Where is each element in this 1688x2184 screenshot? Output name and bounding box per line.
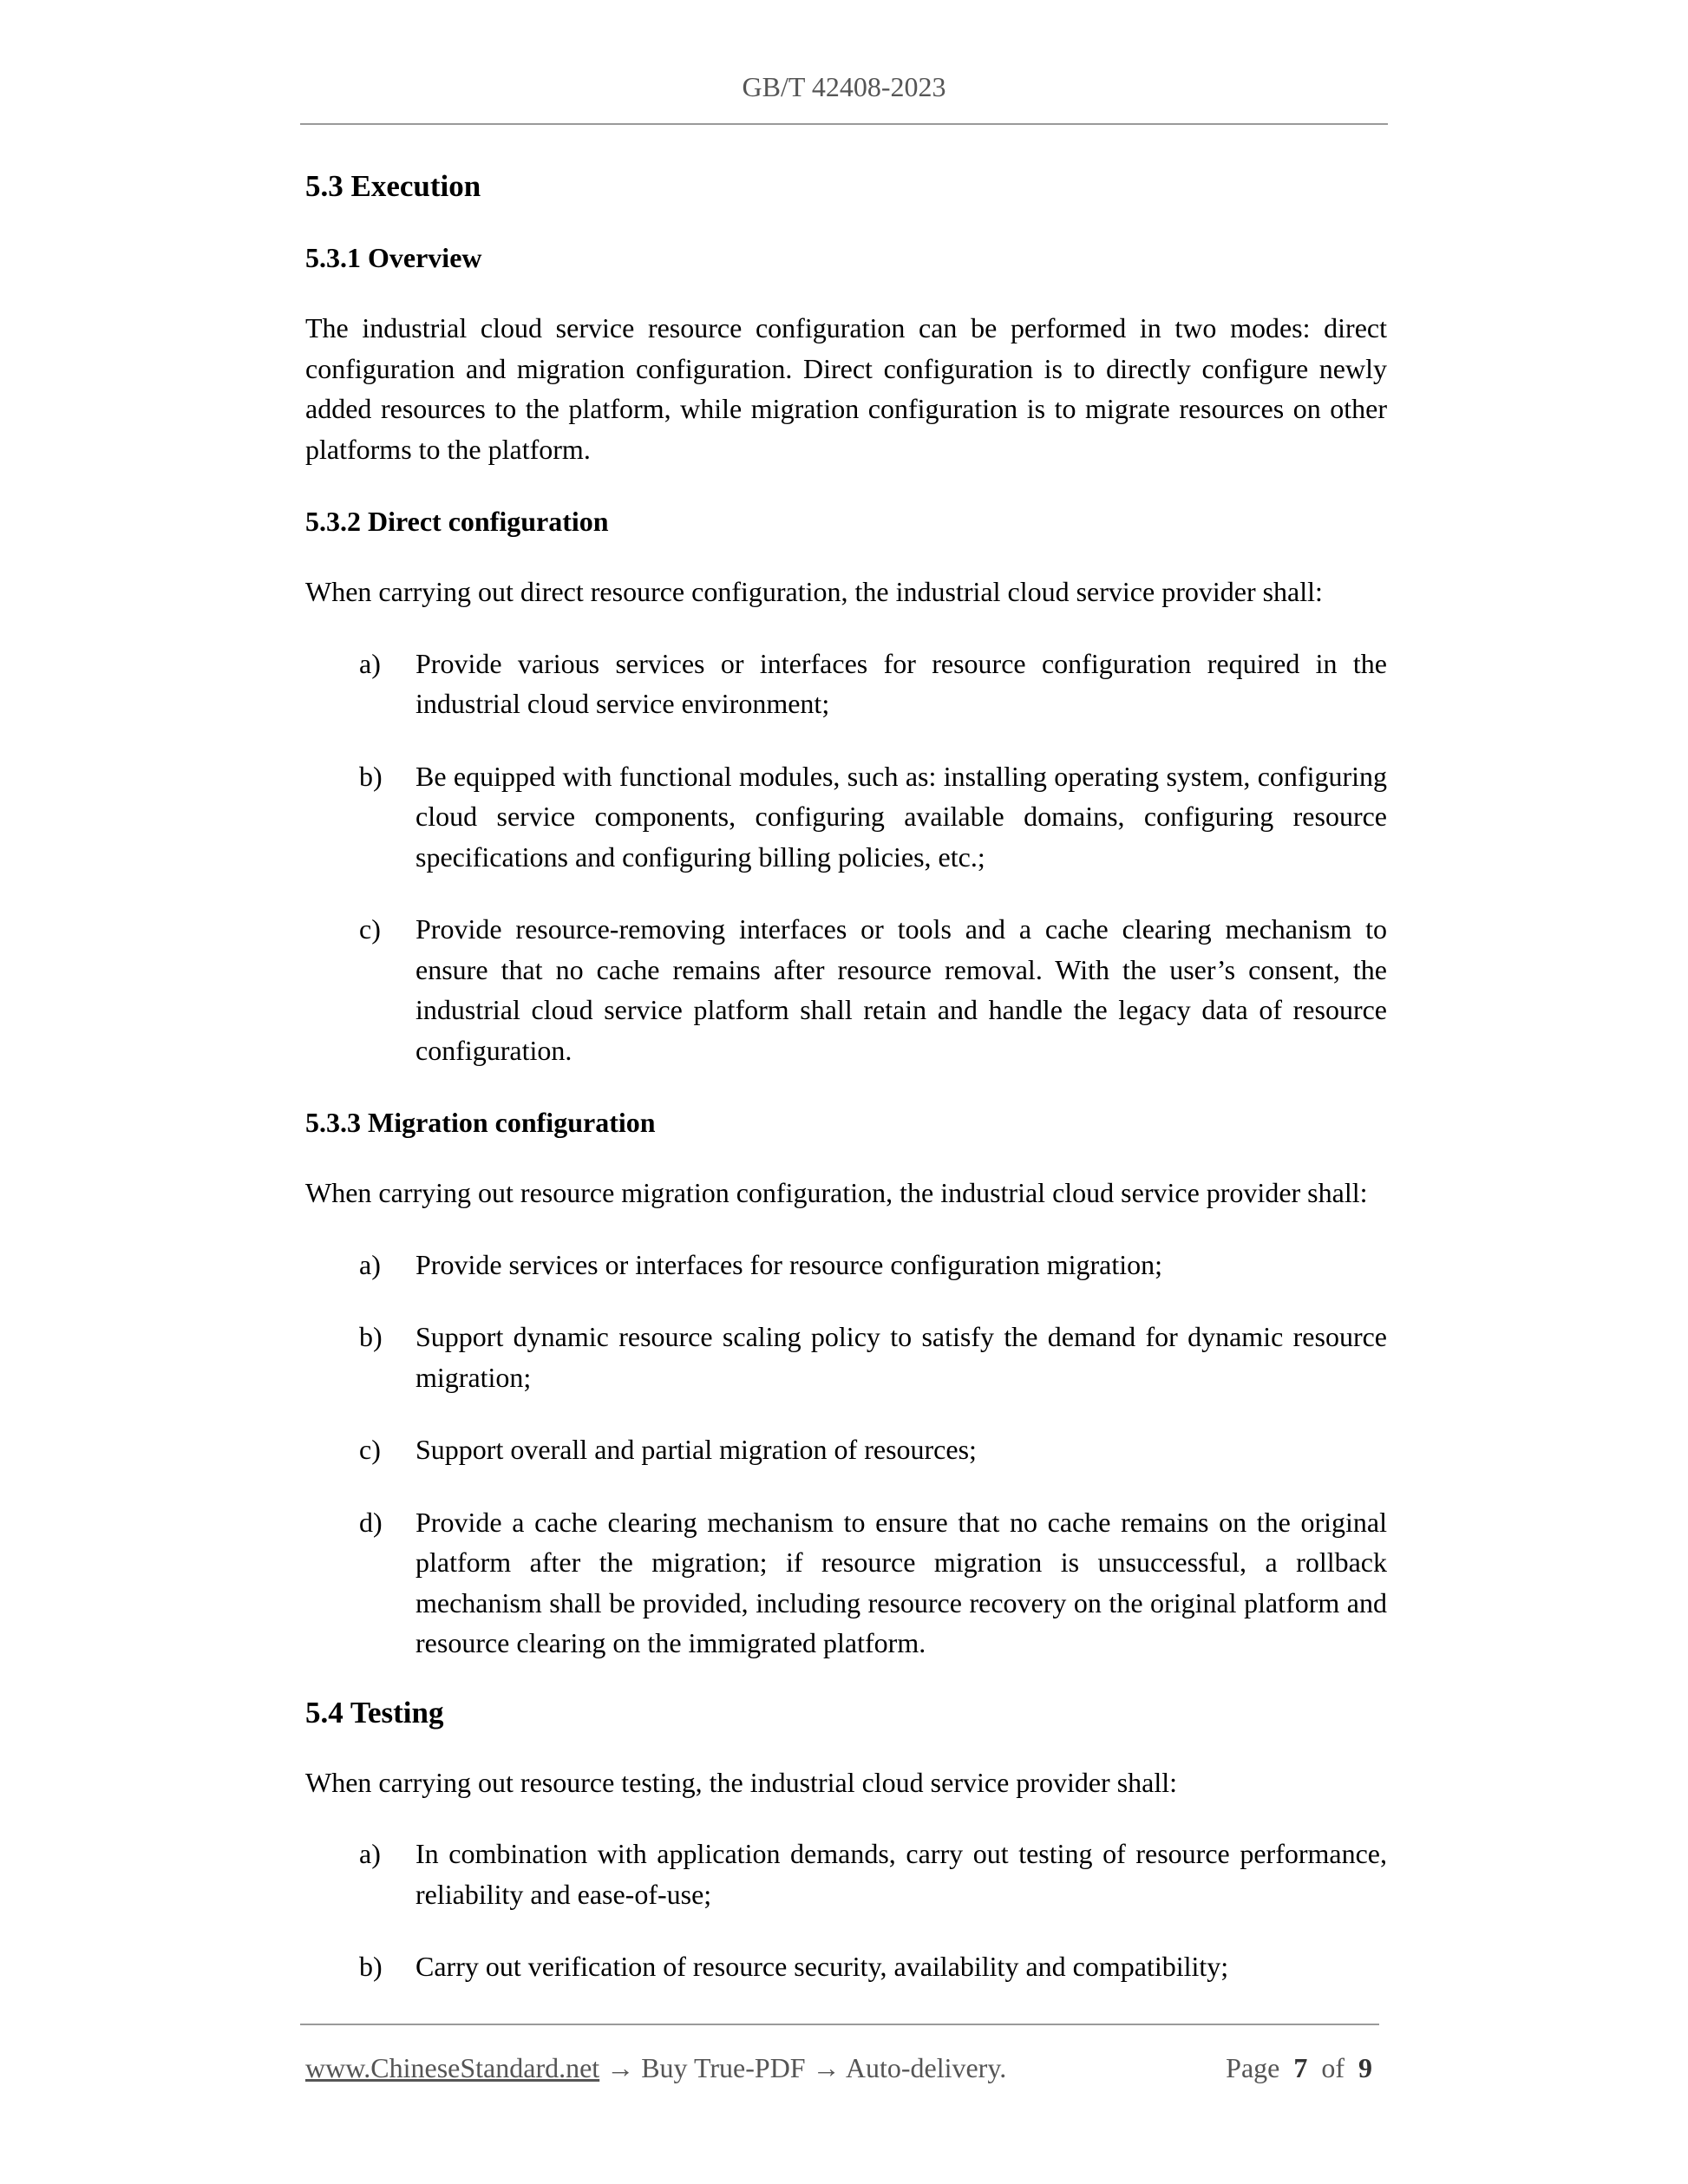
- list-item: [305, 1834, 1387, 1914]
- list-item-text: Provide services or interfaces for resource configuration migration;: [415, 1248, 1163, 1280]
- section-5-3-1-paragraph: The industrial cloud service resource configuration can be performed in two modes: direct configuration and migration configuration. Direct configuration is to directly configure newly added resources to the platform, while migration configuration is to migrate resources on other platforms to the platform.: [305, 312, 1387, 465]
- section-5-3-3-intro: When carrying out resource migration configuration, the industrial cloud service provider shall:: [305, 1177, 1368, 1208]
- list-marker: a): [359, 647, 381, 679]
- page-header-standard-code: GB/T 42408-2023: [742, 71, 946, 102]
- page-indicator: [1226, 2047, 1372, 2089]
- section-5-3-1-heading: 5.3.1 Overview: [305, 242, 482, 273]
- list-marker: c): [359, 913, 381, 945]
- list-marker: c): [359, 1434, 381, 1465]
- section-5-4-intro: When carrying out resource testing, the industrial cloud service provider shall:: [305, 1766, 1178, 1798]
- list-item-text: Carry out verification of resource security, availability and compatibility;: [415, 1951, 1229, 1982]
- page-label: Page: [1226, 2052, 1280, 2083]
- list-item: [305, 644, 1387, 724]
- list-item-text: Support overall and partial migration of resources;: [415, 1434, 977, 1465]
- list-item: [305, 756, 1387, 878]
- list-item: [305, 909, 1387, 1070]
- list-item-text: Provide various services or interfaces for resource configuration required in the industrial cloud service environment;: [415, 647, 1387, 719]
- page-total: 9: [1358, 2052, 1372, 2083]
- section-5-3-3-heading: 5.3.3 Migration configuration: [305, 1107, 656, 1138]
- list-marker: b): [359, 760, 383, 792]
- list-item-text: Support dynamic resource scaling policy to satisfy the demand for dynamic resource migration;: [415, 1321, 1387, 1393]
- page-footer: [305, 2047, 1381, 2089]
- list-marker: b): [359, 1321, 383, 1352]
- section-5-3-heading: 5.3 Execution: [305, 169, 481, 203]
- site-link[interactable]: www.ChineseStandard.net: [305, 2052, 600, 2083]
- page-current: 7: [1293, 2052, 1308, 2083]
- section-5-3-2-heading: 5.3.2 Direct configuration: [305, 506, 609, 537]
- list-marker: d): [359, 1506, 383, 1538]
- section-5-3-2-intro: When carrying out direct resource configuration, the industrial cloud service provider shall:: [305, 576, 1323, 607]
- document-body: [305, 165, 1387, 1987]
- list-item: [305, 1502, 1387, 1664]
- list-item: [305, 1946, 1387, 1987]
- list-item: [305, 1429, 1387, 1470]
- list-marker: a): [359, 1248, 381, 1280]
- list-item-text: In combination with application demands, carry out testing of resource performance, reliability and ease-of-use;: [415, 1838, 1387, 1910]
- list-item-text: Be equipped with functional modules, such as: installing operating system, configuring cloud service components, configuring available domains, configuring resource specifications and configuring billing policies, etc.;: [415, 760, 1387, 873]
- list-item-text: Provide a cache clearing mechanism to ensure that no cache remains on the original platform after the migration; if resource migration is unsuccessful, a rollback mechanism shall be provided, including resource recovery on the original platform and resource clearing on the immigrated platform.: [415, 1506, 1387, 1658]
- of-label: of: [1321, 2052, 1345, 2083]
- footer-promo-text: → Buy True-PDF → Auto-delivery.: [599, 2052, 1007, 2083]
- header-divider: [300, 123, 1388, 125]
- list-marker: a): [359, 1838, 381, 1869]
- footer-divider: [300, 2024, 1379, 2025]
- list-item: [305, 1245, 1387, 1285]
- list-marker: b): [359, 1951, 383, 1982]
- list-item-text: Provide resource-removing interfaces or tools and a cache clearing mechanism to ensure that no cache remains after resource removal. With the user’s consent, the industrial cloud service platform shall retain and handle the legacy data of resource configuration.: [415, 913, 1387, 1066]
- list-item: [305, 1317, 1387, 1397]
- section-5-4-heading: 5.4 Testing: [305, 1695, 444, 1730]
